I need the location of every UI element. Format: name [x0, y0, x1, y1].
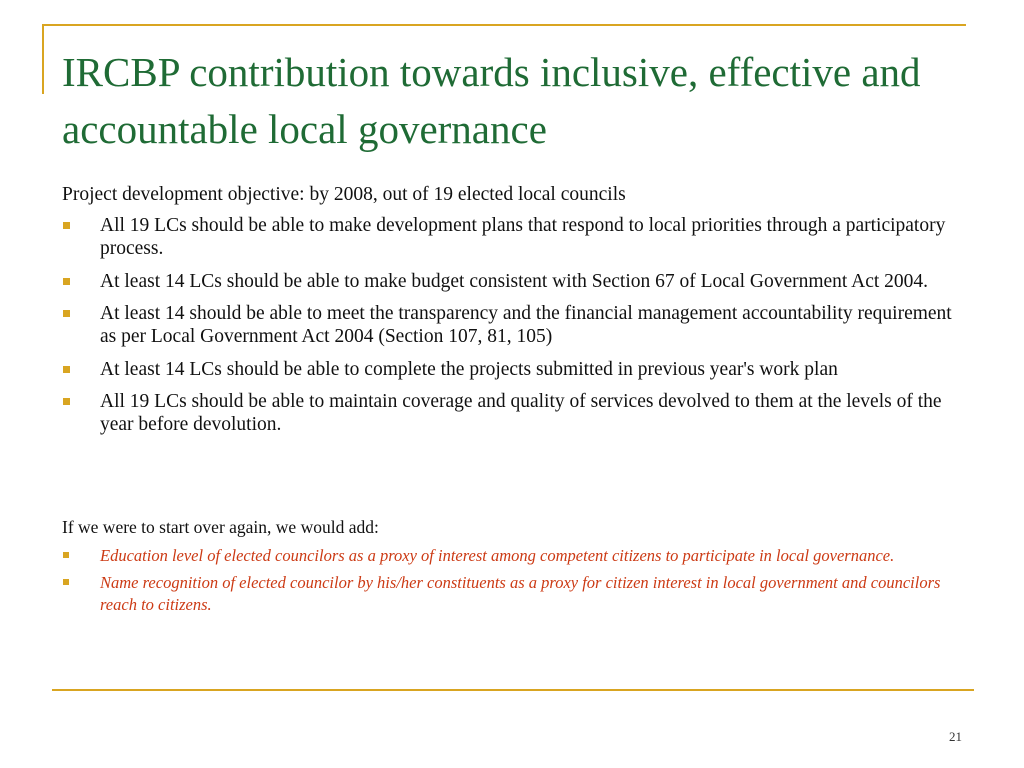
objective-item — [62, 358, 952, 381]
square-bullet-icon — [63, 552, 69, 558]
accent-line-bottom — [52, 689, 974, 691]
square-bullet-icon — [63, 398, 70, 405]
objective-text: At least 14 LCs should be able to make budget consistent with Section 67 of Local Government Act 2004. — [100, 270, 929, 292]
slide-title: IRCBP contribution towards inclusive, effective and accountable local governance — [62, 49, 921, 152]
additions-heading: If we were to start over again, we would add: — [62, 517, 379, 537]
accent-line-vertical — [42, 24, 44, 94]
objective-item — [62, 390, 952, 436]
addition-text: Education level of elected councilors as a proxy of interest among competent citizens to participate in local governance. — [100, 546, 895, 565]
square-bullet-icon — [63, 579, 69, 585]
objective-text: All 19 LCs should be able to make development plans that respond to local priorities through a participatory process. — [100, 215, 946, 259]
objective-heading: Project development objective: by 2008, out of 19 elected local councils — [62, 184, 626, 205]
objectives-list — [62, 214, 952, 446]
objective-text: All 19 LCs should be able to maintain coverage and quality of services devolved to them at the levels of the year before devolution. — [100, 391, 942, 435]
objective-text: At least 14 LCs should be able to complete the projects submitted in previous year's work plan — [100, 358, 838, 380]
accent-line-top — [42, 24, 966, 26]
square-bullet-icon — [63, 222, 70, 229]
additions-list — [62, 545, 967, 621]
square-bullet-icon — [63, 278, 70, 285]
objective-item — [62, 214, 952, 260]
objective-item — [62, 270, 952, 293]
addition-item — [62, 572, 967, 617]
square-bullet-icon — [63, 366, 70, 373]
page-number: 21 — [949, 729, 962, 744]
addition-text: Name recognition of elected councilor by his/her constituents as a proxy for citizen interest in local government and councilors reach to citizens. — [100, 572, 941, 614]
square-bullet-icon — [63, 310, 70, 317]
objective-text: At least 14 should be able to meet the transparency and the financial management accountability requirement as per Local Government Act 2004 (Section 107, 81, 105) — [100, 303, 952, 347]
objective-item — [62, 302, 952, 348]
addition-item — [62, 545, 967, 568]
